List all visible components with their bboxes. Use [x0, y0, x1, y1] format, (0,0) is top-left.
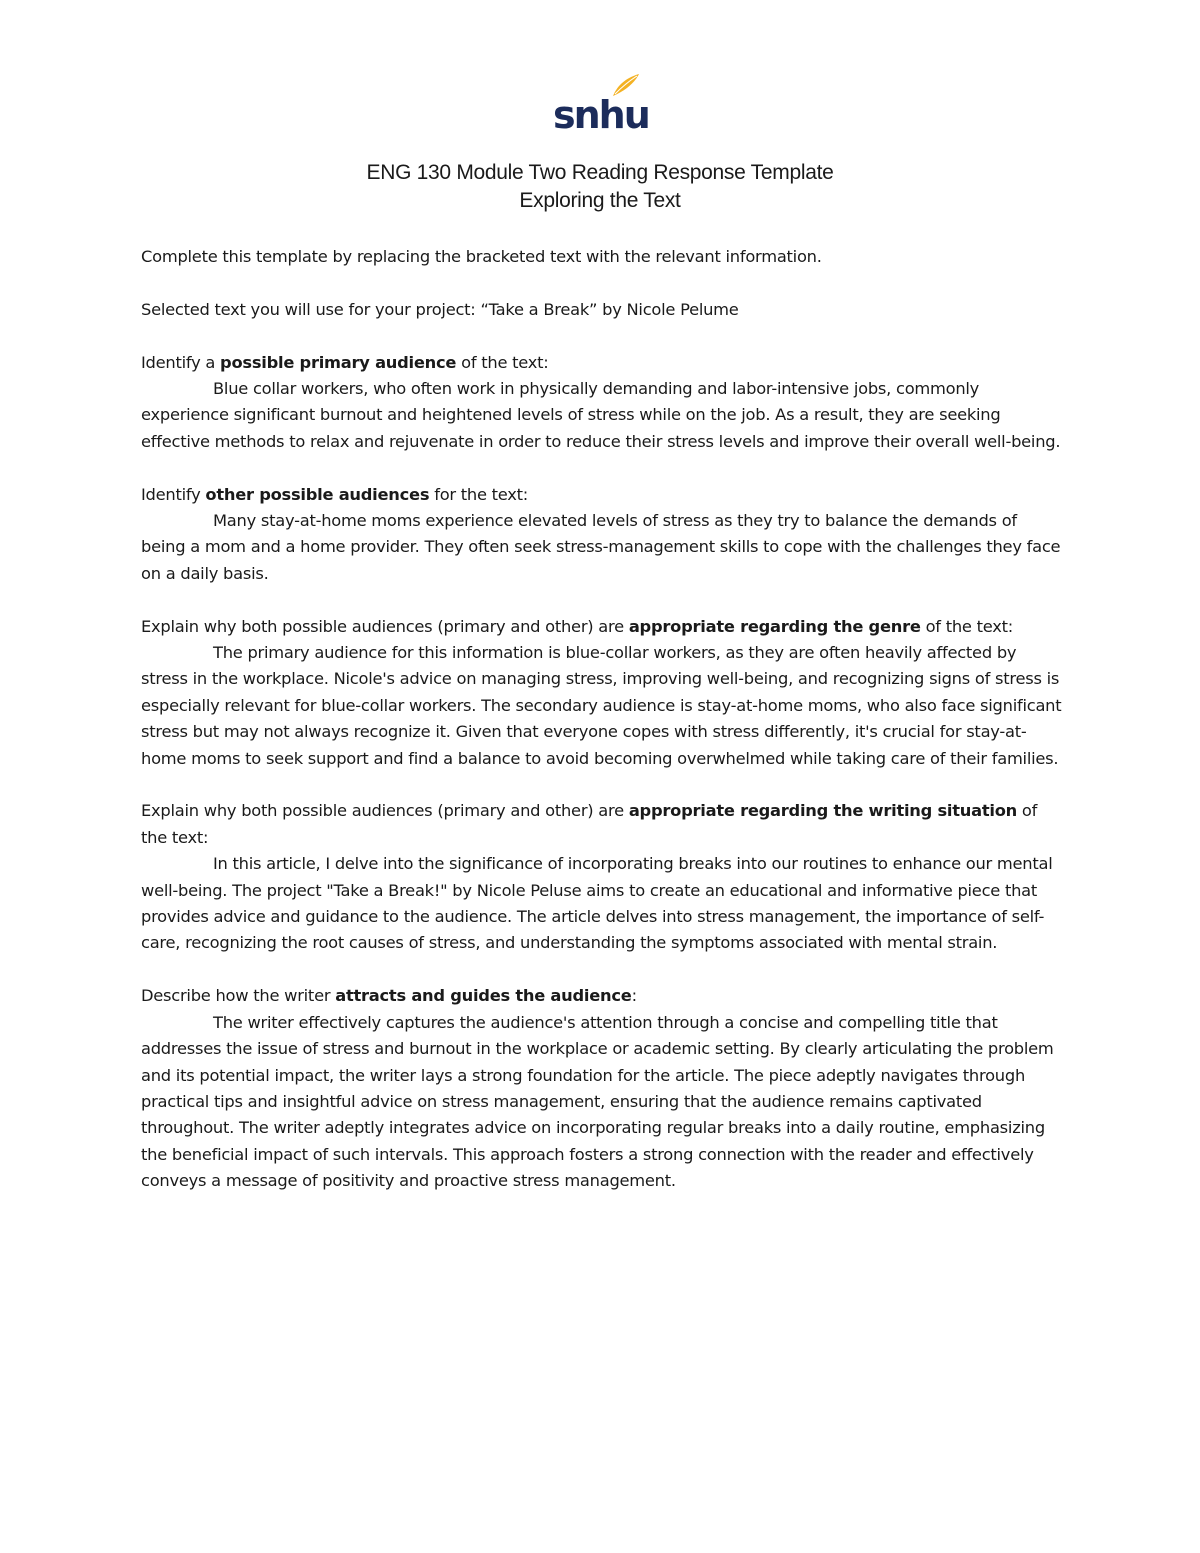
section-writing-situation: [141, 798, 1066, 956]
section-answer: The writer effectively captures the audience's attention through a concise and compelling title that addresses the issue of stress and burnout in the workplace or academic setting. By clearly articulating the problem and its potential impact, the writer lays a strong foundation for the article. The piece adeptly navigates through practical tips and insightful advice on stress management, ensuring that the audience remains captivated throughout. The writer adeptly integrates advice on incorporating regular breaks into a daily routine, emphasizing the beneficial impact of such intervals. This approach fosters a strong connection with the reader and effectively conveys a message of positivity and proactive stress management.: [141, 1012, 1054, 1191]
document-body: [141, 244, 1066, 1195]
instructions-text: Complete this template by replacing the bracketed text with the relevant information.: [141, 247, 822, 266]
document-title: ENG 130 Module Two Reading Response Template: [366, 161, 834, 184]
section-answer: Blue collar workers, who often work in physically demanding and labor-intensive jobs, commonly experience significant burnout and heightened levels of stress while on the job. As a result, they are seeking effective methods to relax and rejuvenate in order to reduce their stress levels and improve their overall well-being.: [141, 379, 1061, 451]
section-answer: The primary audience for this information is blue-collar workers, as they are often heavily affected by stress in the workplace. Nicole's advice on managing stress, improving well-being, and recognizing signs of stress is especially relevant for blue-collar workers. The secondary audience is stay-at-home moms, who also face significant stress but may not always recognize it. Given that everyone copes with stress differently, it's crucial for stay-at-home moms to seek support and find a balance to avoid becoming overwhelmed while taking care of their families.: [141, 643, 1062, 768]
section-prompt: Identify a possible primary audience of the text:: [141, 352, 549, 372]
section-genre: [141, 614, 1066, 772]
section-prompt: Identify other possible audiences for the text:: [141, 484, 529, 504]
section-prompt: Explain why both possible audiences (primary and other) are appropriate regarding the writing situation of the text:: [141, 801, 1038, 847]
logo-wordmark: snhu: [553, 93, 649, 137]
section-prompt: Describe how the writer attracts and guides the audience:: [141, 986, 637, 1006]
snhu-logo: [553, 72, 649, 137]
section-answer: Many stay-at-home moms experience elevated levels of stress as they try to balance the demands of being a mom and a home provider. They often seek stress-management skills to cope with the challenges they face on a daily basis.: [141, 511, 1061, 583]
section-primary-audience: [141, 350, 1066, 456]
document-subtitle: Exploring the Text: [519, 189, 681, 212]
section-other-audiences: [141, 482, 1066, 588]
section-answer: In this article, I delve into the significance of incorporating breaks into our routines to enhance our mental well-being. The project "Take a Break!" by Nicole Peluse aims to create an educational and informative piece that provides advice and guidance to the audience. The article delves into stress management, the importance of self-care, recognizing the root causes of stress, and understanding the symptoms associated with mental strain.: [141, 854, 1053, 953]
section-prompt: Explain why both possible audiences (primary and other) are appropriate regarding the genre of the text:: [141, 616, 1013, 636]
selected-text-line: Selected text you will use for your project: “Take a Break” by Nicole Pelume: [141, 299, 739, 319]
section-attracts-guides: [141, 983, 1066, 1194]
